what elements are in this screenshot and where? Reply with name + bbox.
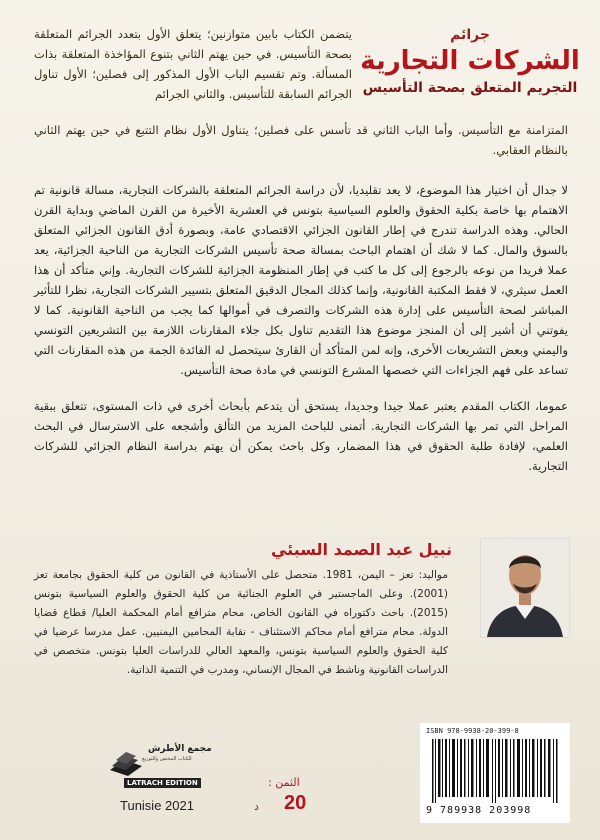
foreword-paragraph-1: لا جدال أن اختيار هذا الموضوع، لا يعد تقليديا، لأن دراسة الجرائم المتعلقة بالشركات التجارية، مسالة قانونية تم الاهتمام بها خاصة بكلية الحقوق والعلوم السياسية بتونس في العشرية الأخيرة من القرن الماضي وبداية القرن الحالي. وهذه الدراسة تندرج في إطار القانون الجزائي الاقتصادي عامة، وبصورة أدق القانون الجزائي المتعلق بالسوق والمال. كما لا شك أن اهتمام الباحث بمسالة صحة تأسيس الشركات التجارية من الناحية الجزائية، يعد عملا فريدا من نوعه بالرجوع إلى كل ما كتب في إطار المنظومة الجزائية للشركات التجارية. وإني متأكد أن هذا العمل سيثري، لا فقط المكتبة القانونية، وإنما كذلك المجال الدقيق المتعلق بتسيير الشركات التجارية، نظرا للتأثير المباشر لصحة التأسيس على إدارة هذه الشركات والتصرف في أموالها كما يجب من الناحية القانونية. كما لا يفوتني أن أشير إلى أن المنجز موضوع هذا التقديم تناول بكل جلاء المقارنات اللازمة بين التشريعين التونسي واليمني وبعض التشريعات الأخرى، وإنه لمن المتأكد أن القارئ سيتحصل له الفائدة الجمة من هذه المقارنات التي تساعد على فهم الجزاءات التي خصصها المشرع التونسي في مادة صحة التأسيس. xyxy=(34,183,568,377)
author-name: نبيل عبد الصمد السبئي xyxy=(270,540,452,559)
publisher-name-latin: LATRACH EDITION xyxy=(124,778,201,788)
isbn-barcode xyxy=(420,723,570,823)
title-prefix: جرائم xyxy=(450,27,490,43)
publication-place-year: Tunisie 2021 xyxy=(120,798,194,813)
book-subtitle: التجريم المتعلق بصحة التأسيس xyxy=(362,80,578,96)
barcode-bars xyxy=(430,739,560,803)
title-block xyxy=(354,26,586,98)
author-photo xyxy=(480,538,570,638)
intro-text-continued: المتزامنة مع التأسيس. وأما الباب الثاني قد تأسس على فصلين؛ يتناول الأول نظام التتبع في حين يهتم الثاني بالنظام العقابي. xyxy=(34,123,568,157)
publisher-name-arabic: مجمع الأطرش xyxy=(148,744,212,754)
price-currency: د xyxy=(254,800,259,813)
book-title: الشركات التجارية xyxy=(360,46,580,76)
intro-text-top: يتضمن الكتاب بابين متوازنين؛ يتعلق الأول بتعدد الجرائم المتعلقة بصحة التأسيس. في حين يهتم الثاني بتنوع المؤاخذة المتعلقة بذات المسألة. وتم تقسيم الباب الأول المذكور إلى فصلين؛ الأول تناول الجرائم السابقة للتأسيس. والثاني الجرائم xyxy=(34,27,352,101)
price-label: الثمن : xyxy=(268,776,300,789)
author-bio: مواليد: تعز – اليمن، 1981. متحصل على الأستاذية في القانون من كلية الحقوق بجامعة تعز (2001). وعلى الماجستير في العلوم الجنائية من كلية الحقوق والعلوم السياسية بتونس (2015). باحث دكتوراه في القانون الخاص، محام مترافع أمام المحكمة العليا/ قطاع قضايا الدولة. محام مترافع أمام محاكم الاستئناف - نقابة المحامين اليمنيين. عمل مدرسا عرضيا في كلية الحقوق والعلوم السياسية بتونس، والمعهد العالي للدراسات العليا بتونس. متخصص في الدراسات القانونية وناشط في المجال الإنساني، ومدرب في التنمية الذاتية. xyxy=(34,569,448,676)
barcode-digits: 9 789938 203998 xyxy=(426,805,532,816)
publisher-logo xyxy=(100,740,212,800)
publisher-tagline: للكتاب المختص وللتوزيع xyxy=(142,756,192,762)
foreword-paragraph-2: عموما، الكتاب المقدم يعتبر عملا جيدا وجديدا، يستحق أن يتدعم بأبحاث أخرى في ذات المستوى، تتعلق ببقية المراحل التي تمر بها الشركات التجارية. أتمنى للباحث المزيد من التألق وأشجعه على الاسترسال في البحث العلمي، لإفادة طلبة الحقوق في هذا المضمار، وكل باحث يمكن أن يهتم بدراسة النظام الجزائي للشركات التجارية. xyxy=(34,399,568,473)
isbn-label: ISBN 978-9938-20-399-8 xyxy=(426,727,519,735)
books-icon xyxy=(108,748,144,778)
price-value: 20 xyxy=(284,792,307,814)
